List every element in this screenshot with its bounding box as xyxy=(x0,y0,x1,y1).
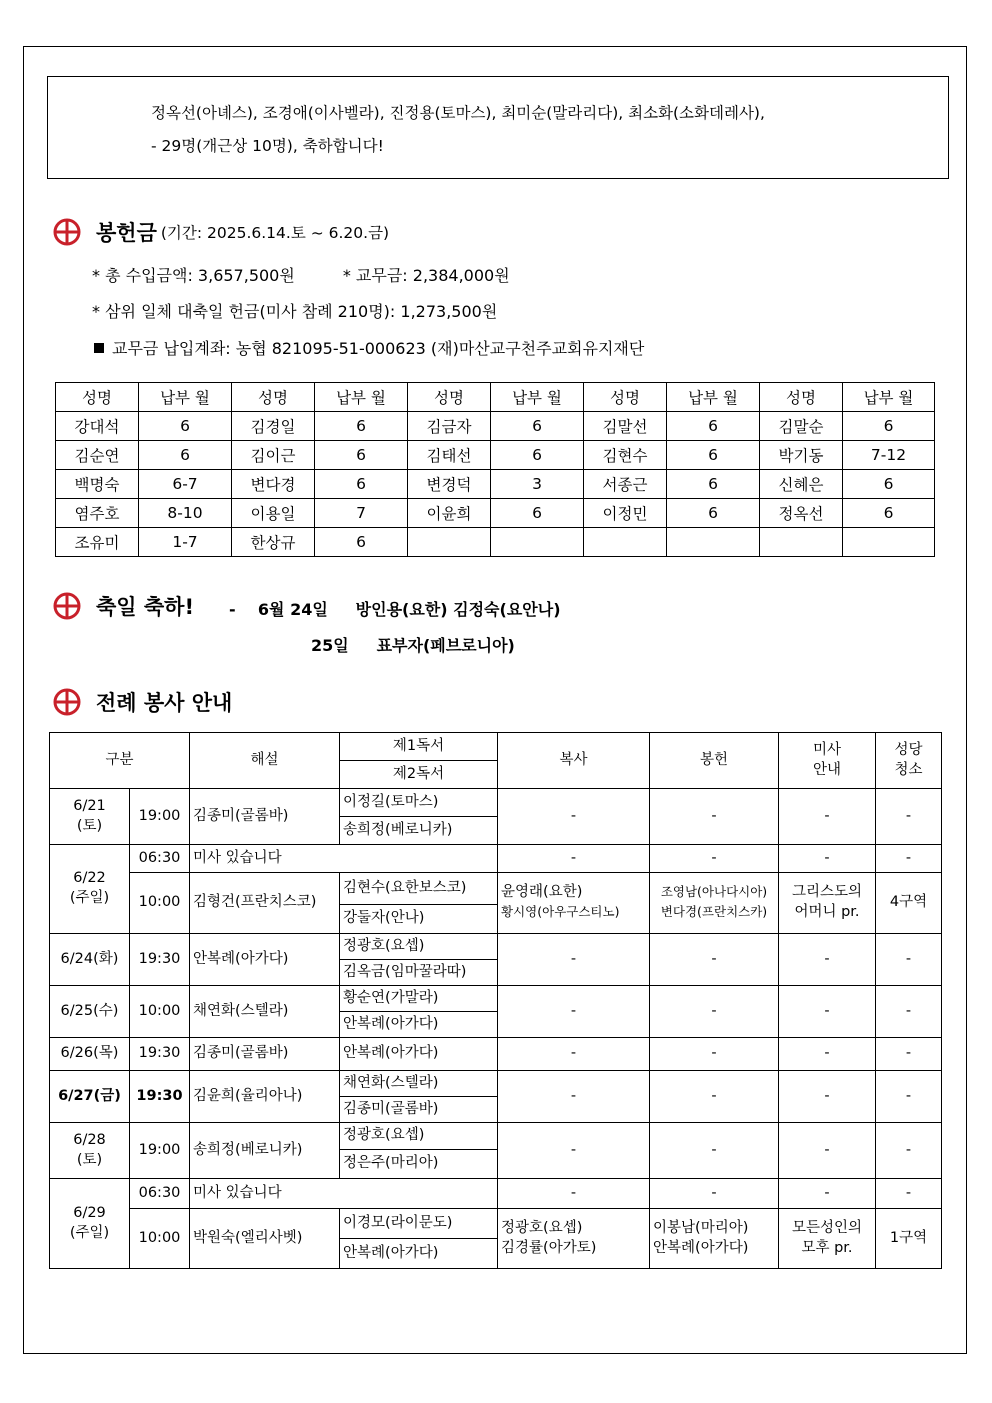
date-line-1: 6/29 xyxy=(73,1204,106,1221)
guide-cell: - xyxy=(779,986,876,1038)
offering-totals xyxy=(92,263,510,286)
header-commentary: 해설 xyxy=(190,733,340,789)
birthday-date-2: 25일 xyxy=(311,636,349,655)
paid-months: 8-10 xyxy=(139,499,232,528)
payer-name: 박기동 xyxy=(760,441,843,470)
header-cleaning xyxy=(876,733,942,789)
offering-account xyxy=(94,336,644,359)
header-cleaning-2: 청소 xyxy=(894,761,923,778)
payer-name: 김순연 xyxy=(56,441,139,470)
offering-line-1: 조영남(아나다시아) xyxy=(660,884,768,900)
commentary-cell: 김종미(골롬바) xyxy=(190,1038,340,1071)
header-mass-guide-2: 안내 xyxy=(813,761,842,778)
header-cleaning-1: 성당 xyxy=(894,741,923,758)
cross-circle-icon xyxy=(52,591,82,621)
header-month: 납부 월 xyxy=(667,383,760,412)
cleaning-cell: - xyxy=(876,1071,942,1123)
date-line-1: 6/22 xyxy=(73,870,106,887)
reading-2-cell: 김옥금(임마꿀라따) xyxy=(340,960,498,986)
reading-2-cell: 강둘자(안나) xyxy=(340,905,498,934)
account-text: 교무금 납입계좌: 농협 821095-51-000623 (재)마산교구천주교회유지재단 xyxy=(112,339,645,358)
paid-months: 6 xyxy=(139,441,232,470)
reading-1-cell: 황순연(가말라) xyxy=(340,986,498,1012)
cross-circle-icon xyxy=(52,217,82,247)
paid-months: 6 xyxy=(667,470,760,499)
reading-2-cell: 김종미(골롬바) xyxy=(340,1097,498,1123)
paid-months: 6 xyxy=(667,441,760,470)
paid-months: 7 xyxy=(315,499,408,528)
offering-cell: - xyxy=(650,789,779,845)
offering-title: 봉헌금 xyxy=(96,221,157,245)
altar-cell: - xyxy=(498,845,650,873)
offering-heading xyxy=(52,217,389,247)
guide-line-2: 모후 pr. xyxy=(801,1239,853,1256)
date-cell: 6/24(화) xyxy=(50,934,130,986)
paid-months: 6 xyxy=(315,412,408,441)
guide-cell: - xyxy=(779,1123,876,1179)
birthday-names-1: 방인용(요한) 김정숙(요안나) xyxy=(355,600,561,619)
time-cell: 19:00 xyxy=(130,1123,190,1179)
reading-1-cell: 김현수(요한보스코) xyxy=(340,873,498,905)
congrats-line-2: - 29명(개근상 10명), 축하합니다! xyxy=(151,137,384,155)
header-name: 성명 xyxy=(56,383,139,412)
offering-cell: - xyxy=(650,934,779,986)
altar-cell: - xyxy=(498,1071,650,1123)
paid-months: 6 xyxy=(315,470,408,499)
paid-months: 6 xyxy=(139,412,232,441)
payer-name: 이정민 xyxy=(584,499,667,528)
time-cell: 19:00 xyxy=(130,789,190,845)
reading-1-cell: 이정길(토마스) xyxy=(340,789,498,817)
payer-name: 서종근 xyxy=(584,470,667,499)
paid-months: 6 xyxy=(315,441,408,470)
congratulations-box xyxy=(47,76,949,179)
header-division: 구분 xyxy=(50,733,190,789)
date-cell: 6/25(수) xyxy=(50,986,130,1038)
reading-2-cell: 송희정(베로니카) xyxy=(340,817,498,845)
birthday-names-2: 표부자(페브로니아) xyxy=(376,636,515,655)
date-line-1: 6/21 xyxy=(73,797,106,814)
date-cell xyxy=(50,789,130,845)
reading-2-cell: 정은주(마리아) xyxy=(340,1150,498,1179)
payer-name xyxy=(584,528,667,557)
payer-name xyxy=(408,528,491,557)
offering-cell: - xyxy=(650,986,779,1038)
time-cell: 10:00 xyxy=(130,1209,190,1269)
paid-months xyxy=(667,528,760,557)
payer-name: 이용일 xyxy=(232,499,315,528)
time-cell: 19:30 xyxy=(130,934,190,986)
guide-line-1: 모든성인의 xyxy=(791,1219,863,1236)
cross-circle-icon xyxy=(52,687,82,717)
payer-name: 변다경 xyxy=(232,470,315,499)
offering-cell xyxy=(650,1209,779,1269)
payment-header-row xyxy=(56,383,935,412)
guide-cell: - xyxy=(779,845,876,873)
payment-row xyxy=(56,528,935,557)
date-cell xyxy=(50,1179,130,1269)
payer-name: 백명숙 xyxy=(56,470,139,499)
commentary-cell: 채연화(스텔라) xyxy=(190,986,340,1038)
payer-name: 김이근 xyxy=(232,441,315,470)
payer-name: 변경덕 xyxy=(408,470,491,499)
payer-name: 신혜은 xyxy=(760,470,843,499)
altar-cell: - xyxy=(498,1038,650,1071)
no-mass-cell: 미사 있습니다 xyxy=(190,845,498,873)
payment-row xyxy=(56,499,935,528)
payer-name: 한상규 xyxy=(232,528,315,557)
altar-cell xyxy=(498,873,650,934)
offering-line-2: 안복례(아가다) xyxy=(653,1239,749,1256)
header-name: 성명 xyxy=(760,383,843,412)
paid-months: 6 xyxy=(491,499,584,528)
birthday-heading xyxy=(52,591,194,621)
date-cell: 6/27(금) xyxy=(50,1071,130,1123)
payer-name: 염주호 xyxy=(56,499,139,528)
cleaning-cell: - xyxy=(876,934,942,986)
offering-line-1: 이봉남(마리아) xyxy=(653,1219,749,1236)
header-month: 납부 월 xyxy=(315,383,408,412)
altar-line-1: 정광호(요셉) xyxy=(501,1219,583,1236)
reading-2-cell: 안복례(아가다) xyxy=(340,1239,498,1269)
cleaning-cell: - xyxy=(876,789,942,845)
date-cell: 6/26(목) xyxy=(50,1038,130,1071)
offering-cell xyxy=(650,873,779,934)
paid-months: 1-7 xyxy=(139,528,232,557)
time-cell: 19:30 xyxy=(130,1038,190,1071)
commentary-cell: 김윤희(율리아나) xyxy=(190,1071,340,1123)
paid-months: 6 xyxy=(843,412,935,441)
header-name: 성명 xyxy=(584,383,667,412)
birthday-dash: - xyxy=(229,600,236,619)
time-cell: 06:30 xyxy=(130,845,190,873)
birthday-title: 축일 축하! xyxy=(96,595,195,619)
commentary-cell: 김종미(골롬바) xyxy=(190,789,340,845)
congrats-line-1: 정옥선(아녜스), 조경애(이사벨라), 진정용(토마스), 최미순(말라리다), 최소화(소화데레사), xyxy=(151,104,765,122)
payer-name: 김현수 xyxy=(584,441,667,470)
payer-name: 김경일 xyxy=(232,412,315,441)
altar-line-2: 황시영(아우구스티노) xyxy=(501,904,620,919)
guide-cell: - xyxy=(779,789,876,845)
reading-2-cell: 안복례(아가다) xyxy=(340,1012,498,1038)
time-cell: 19:30 xyxy=(130,1071,190,1123)
guide-line-1: 그리스도의 xyxy=(791,884,863,901)
paid-months: 6 xyxy=(667,412,760,441)
commentary-cell: 김형건(프란치스코) xyxy=(190,873,340,934)
cleaning-cell: - xyxy=(876,1123,942,1179)
offering-cell: - xyxy=(650,1123,779,1179)
guide-cell xyxy=(779,1209,876,1269)
paid-months: 6 xyxy=(315,528,408,557)
paid-months: 6 xyxy=(491,412,584,441)
cleaning-cell: 1구역 xyxy=(876,1209,942,1269)
header-mass-guide xyxy=(779,733,876,789)
time-cell: 10:00 xyxy=(130,873,190,934)
guide-cell: - xyxy=(779,1038,876,1071)
date-cell xyxy=(50,1123,130,1179)
time-cell: 06:30 xyxy=(130,1179,190,1209)
guide-cell: - xyxy=(779,1071,876,1123)
paid-months: 7-12 xyxy=(843,441,935,470)
payer-name: 정옥선 xyxy=(760,499,843,528)
date-line-2: (토) xyxy=(76,1151,103,1168)
header-offering: 봉헌 xyxy=(650,733,779,789)
altar-cell: - xyxy=(498,934,650,986)
altar-line-2: 김경률(아가토) xyxy=(501,1239,597,1256)
cleaning-cell: - xyxy=(876,1179,942,1209)
payer-name: 조유미 xyxy=(56,528,139,557)
birthday-date-1: 6월 24일 xyxy=(257,600,328,619)
date-line-2: (주일) xyxy=(69,890,110,906)
time-cell: 10:00 xyxy=(130,986,190,1038)
reading-1-cell: 정광호(요셉) xyxy=(340,934,498,960)
no-mass-cell: 미사 있습니다 xyxy=(190,1179,498,1209)
header-mass-guide-1: 미사 xyxy=(813,741,842,758)
header-month: 납부 월 xyxy=(491,383,584,412)
paid-months: 6 xyxy=(843,470,935,499)
cleaning-cell: - xyxy=(876,1038,942,1071)
offering-cell: - xyxy=(650,1071,779,1123)
liturgy-title: 전례 봉사 안내 xyxy=(96,691,233,715)
guide-cell: - xyxy=(779,934,876,986)
altar-cell: - xyxy=(498,1179,650,1209)
header-reading-2: 제2독서 xyxy=(340,761,498,789)
paid-months: 6 xyxy=(491,441,584,470)
payer-name: 강대석 xyxy=(56,412,139,441)
cleaning-cell: - xyxy=(876,845,942,873)
date-line-2: (주일) xyxy=(69,1224,110,1241)
payer-name: 김태선 xyxy=(408,441,491,470)
paid-months xyxy=(843,528,935,557)
payer-name: 이윤희 xyxy=(408,499,491,528)
offering-feast: * 삼위 일체 대축일 헌금(미사 참례 210명): 1,273,500원 xyxy=(92,302,498,321)
altar-cell: - xyxy=(498,986,650,1038)
paid-months xyxy=(491,528,584,557)
header-altar: 복사 xyxy=(498,733,650,789)
cleaning-cell: - xyxy=(876,986,942,1038)
payment-row xyxy=(56,412,935,441)
header-month: 납부 월 xyxy=(139,383,232,412)
payer-name: 김금자 xyxy=(408,412,491,441)
header-month: 납부 월 xyxy=(843,383,935,412)
reading-1-cell: 이경모(라이문도) xyxy=(340,1209,498,1239)
paid-months: 3 xyxy=(491,470,584,499)
liturgy-heading xyxy=(52,687,232,717)
date-cell xyxy=(50,845,130,934)
offering-dues: * 교무금: 2,384,000원 xyxy=(342,266,510,285)
payment-table xyxy=(55,382,935,557)
offering-period: (기간: 2025.6.14.토 ~ 6.20.금) xyxy=(160,224,390,242)
reading-1-cell: 안복례(아가다) xyxy=(340,1038,498,1071)
guide-cell: - xyxy=(779,1179,876,1209)
header-reading-1: 제1독서 xyxy=(340,733,498,761)
date-line-2: (토) xyxy=(76,817,103,834)
guide-line-2: 어머니 pr. xyxy=(794,904,860,920)
altar-cell: - xyxy=(498,1123,650,1179)
liturgy-table xyxy=(49,732,942,1269)
offering-line-2: 변다경(프란치스카) xyxy=(660,904,768,919)
cleaning-cell: 4구역 xyxy=(876,873,942,934)
offering-cell: - xyxy=(650,1038,779,1071)
commentary-cell: 박원숙(엘리사벳) xyxy=(190,1209,340,1269)
payment-row xyxy=(56,441,935,470)
payer-name xyxy=(760,528,843,557)
commentary-cell: 송희정(베로니카) xyxy=(190,1123,340,1179)
altar-cell: - xyxy=(498,789,650,845)
reading-1-cell: 정광호(요셉) xyxy=(340,1123,498,1150)
paid-months: 6 xyxy=(843,499,935,528)
commentary-cell: 안복례(아가다) xyxy=(190,934,340,986)
paid-months: 6-7 xyxy=(139,470,232,499)
header-name: 성명 xyxy=(408,383,491,412)
birthday-line-2 xyxy=(311,633,515,656)
payment-row xyxy=(56,470,935,499)
birthday-line-1 xyxy=(229,597,561,620)
payer-name: 김말순 xyxy=(760,412,843,441)
reading-1-cell: 채연화(스텔라) xyxy=(340,1071,498,1097)
altar-cell xyxy=(498,1209,650,1269)
payer-name: 김말선 xyxy=(584,412,667,441)
square-bullet-icon xyxy=(94,343,104,353)
offering-total: * 총 수입금액: 3,657,500원 xyxy=(92,266,295,285)
date-line-1: 6/28 xyxy=(73,1131,106,1148)
header-name: 성명 xyxy=(232,383,315,412)
guide-cell xyxy=(779,873,876,934)
offering-cell: - xyxy=(650,1179,779,1209)
paid-months: 6 xyxy=(667,499,760,528)
altar-line-1: 윤영래(요한) xyxy=(501,884,583,901)
offering-cell: - xyxy=(650,845,779,873)
